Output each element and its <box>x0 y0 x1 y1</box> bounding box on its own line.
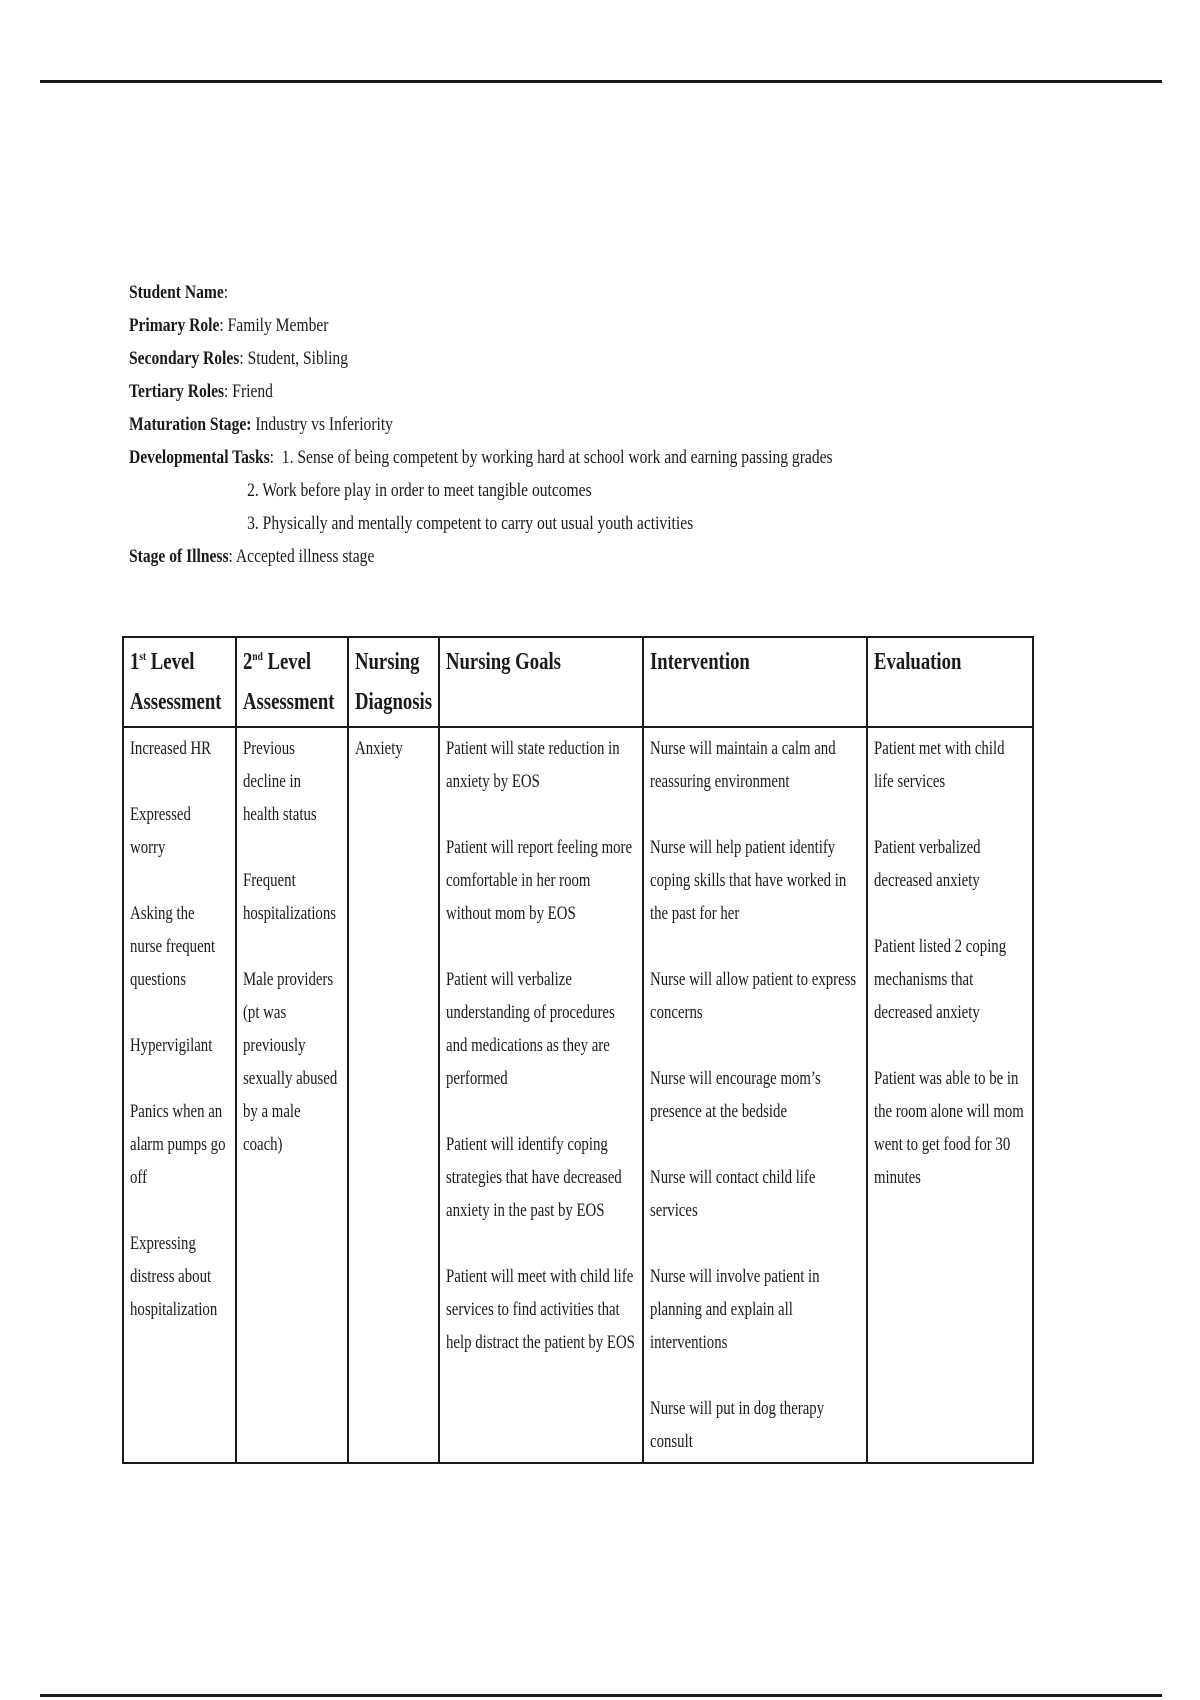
list-item: Nurse will encourage mom’s presence at the bedside <box>650 1068 821 1122</box>
developmental-task-2: 2. Work before play in order to meet tangible outcomes <box>247 480 592 501</box>
list-item: Hypervigilant <box>130 1035 213 1056</box>
list-item: Nurse will contact child life services <box>650 1167 816 1221</box>
list-item: Patient verbalized decreased anxiety <box>874 837 981 891</box>
header-intervention: Intervention <box>643 637 867 727</box>
list-item: Previous decline in health status <box>243 738 317 825</box>
cell-first-level-assessment <box>123 727 236 1463</box>
bottom-rule <box>40 1694 1162 1697</box>
list-item: Patient will meet with child life services to find activities that help distract the patient by EOS <box>446 1266 635 1353</box>
list-item: Patient will verbalize understanding of procedures and medications as they are performed <box>446 969 615 1089</box>
list-item: Male providers (pt was previously sexually abused by a male coach) <box>243 969 338 1155</box>
cell-intervention <box>643 727 867 1463</box>
list-item: Patient will state reduction in anxiety by EOS <box>446 738 620 792</box>
cell-nursing-goals <box>439 727 643 1463</box>
list-item: Expressing distress about hospitalization <box>130 1233 218 1320</box>
stage-of-illness-line: Stage of Illness: Accepted illness stage <box>129 546 375 567</box>
list-item: Patient will identify coping strategies that have decreased anxiety in the past by EOS <box>446 1134 622 1221</box>
list-item: Frequent hospitalizations <box>243 870 337 924</box>
list-item: Nurse will involve patient in planning and explain all interventions <box>650 1266 820 1353</box>
list-item: Increased HR <box>130 738 212 759</box>
header-nursing-goals: Nursing Goals <box>439 637 643 727</box>
list-item: Nurse will allow patient to express concerns <box>650 969 857 1023</box>
list-item: Nurse will maintain a calm and reassuring environment <box>650 738 836 792</box>
table-header-row <box>123 637 1033 727</box>
list-item: Patient listed 2 coping mechanisms that decreased anxiety <box>874 936 1007 1023</box>
list-item: Nurse will put in dog therapy consult <box>650 1398 825 1452</box>
table-row <box>123 727 1033 1463</box>
student-info-block <box>129 276 949 573</box>
list-item: Asking the nurse frequent questions <box>130 903 216 990</box>
list-item: Patient will report feeling more comfortable in her room without mom by EOS <box>446 837 633 924</box>
diagnosis-text: Anxiety <box>355 738 403 759</box>
header-nursing-diagnosis: Nursing Diagnosis <box>348 637 439 727</box>
maturation-stage-line: Maturation Stage: Industry vs Inferiority <box>129 414 393 435</box>
developmental-task-1: 1. Sense of being competent by working hard at school work and earning passing grades <box>281 447 833 468</box>
list-item: Patient met with child life services <box>874 738 1005 792</box>
header-second-level-assessment: 2nd Level Assessment <box>236 637 348 727</box>
cell-second-level-assessment <box>236 727 348 1463</box>
top-rule <box>40 80 1162 83</box>
header-evaluation: Evaluation <box>867 637 1033 727</box>
list-item: Expressed worry <box>130 804 191 858</box>
cell-nursing-diagnosis <box>348 727 439 1463</box>
tertiary-roles-line: Tertiary Roles: Friend <box>129 381 273 402</box>
cell-evaluation <box>867 727 1033 1463</box>
list-item: Patient was able to be in the room alone will mom went to get food for 30 minutes <box>874 1068 1024 1188</box>
list-item: Nurse will help patient identify coping skills that have worked in the past for her <box>650 837 847 924</box>
student-name-line: Student Name: <box>129 282 229 303</box>
care-plan-table <box>122 636 1034 1464</box>
primary-role-line: Primary Role: Family Member <box>129 315 329 336</box>
header-first-level-assessment: 1st Level Assessment <box>123 637 236 727</box>
developmental-tasks-line: Developmental Tasks: 1. Sense of being competent by working hard at school work and earning passing grades <box>129 447 833 468</box>
secondary-roles-line: Secondary Roles: Student, Sibling <box>129 348 349 369</box>
developmental-task-3: 3. Physically and mentally competent to carry out usual youth activities <box>247 513 694 534</box>
list-item: Panics when an alarm pumps go off <box>130 1101 226 1188</box>
